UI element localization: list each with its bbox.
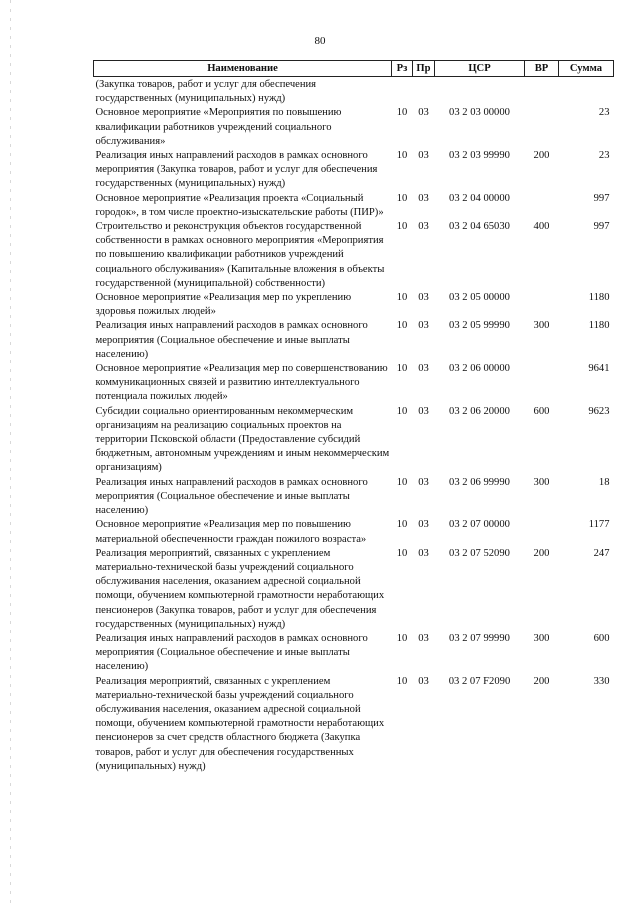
cell-rz: 10 bbox=[396, 320, 408, 332]
cell-vr bbox=[525, 291, 559, 319]
cell-name: Реализация мероприятий, связанных с укреплением материально-технической базы учреждений социального обслуживания населения, оказанием адресной социальной помощи, обучением компьютерной грамотности неработающих пенсионеров за счет средств областного бюджета (Закупка товаров, работ и услуг для обеспечения государственных (муниципальных) нужд) bbox=[95, 675, 385, 772]
cell-pr: 03 bbox=[418, 192, 429, 204]
cell-vr: 300 bbox=[533, 320, 550, 332]
cell-vr bbox=[525, 362, 559, 405]
cell-pr: 03 bbox=[418, 150, 429, 162]
cell-sum: 9641 bbox=[588, 363, 610, 375]
cell-rz: 10 bbox=[396, 363, 408, 375]
cell-csr: 03 2 07 00000 bbox=[449, 519, 510, 531]
cell-name: Реализация иных направлений расходов в рамках основного мероприятия (Социальное обеспечение и иные выплаты населению) bbox=[95, 476, 368, 517]
cell-csr: 03 2 06 99990 bbox=[449, 476, 510, 488]
cell-pr: 03 bbox=[418, 107, 429, 119]
table-row bbox=[94, 405, 614, 476]
cell-sum: 997 bbox=[593, 221, 610, 233]
cell-sum bbox=[559, 77, 614, 107]
cell-pr: 03 bbox=[418, 675, 429, 687]
cell-pr: 03 bbox=[418, 632, 429, 644]
cell-csr: 03 2 03 00000 bbox=[449, 107, 510, 119]
header-pr: Пр bbox=[413, 61, 435, 77]
cell-rz: 10 bbox=[396, 192, 408, 204]
cell-pr: 03 bbox=[418, 221, 429, 233]
cell-csr: 03 2 04 65030 bbox=[449, 221, 510, 233]
header-csr: ЦСР bbox=[435, 61, 525, 77]
cell-csr: 03 2 07 99990 bbox=[449, 632, 510, 644]
table-row bbox=[94, 319, 614, 362]
cell-rz: 10 bbox=[396, 632, 408, 644]
cell-name: Реализация иных направлений расходов в рамках основного мероприятия (Закупка товаров, работ и услуг для обеспечения государственных (муниципальных) нужд) bbox=[95, 150, 378, 190]
cell-name: Субсидии социально ориентированным некоммерческим организациям на реализацию социальных проектов на территории Псковской области (Предоставление субсидий бюджетным, автономным учреждениям и иным некоммерческим организациям) bbox=[95, 405, 390, 474]
cell-sum: 18 bbox=[598, 476, 610, 488]
header-vr: ВР bbox=[525, 61, 559, 77]
cell-vr: 300 bbox=[533, 476, 550, 488]
cell-sum: 997 bbox=[593, 192, 610, 204]
cell-csr: 03 2 07 F2090 bbox=[448, 675, 511, 687]
cell-csr: 03 2 04 00000 bbox=[449, 192, 510, 204]
table-row bbox=[94, 192, 614, 220]
cell-csr: 03 2 06 20000 bbox=[449, 405, 510, 417]
cell-rz: 10 bbox=[396, 476, 408, 488]
header-sum: Сумма bbox=[559, 61, 614, 77]
table-row bbox=[94, 149, 614, 192]
cell-vr: 300 bbox=[533, 632, 550, 644]
cell-name: Основное мероприятие «Мероприятия по повышению квалификации работников учреждений социального обслуживания» bbox=[95, 107, 342, 147]
cell-sum: 23 bbox=[598, 107, 610, 119]
cell-csr bbox=[435, 77, 525, 107]
cell-pr: 03 bbox=[418, 320, 429, 332]
table-row bbox=[94, 291, 614, 319]
table-body bbox=[94, 77, 614, 774]
cell-pr: 03 bbox=[418, 519, 429, 531]
cell-csr: 03 2 03 99990 bbox=[449, 150, 510, 162]
cell-name: Основное мероприятие «Реализация проекта «Социальный городок», в том числе проектно-изыскательские работы (ПИР)» bbox=[95, 192, 384, 218]
cell-rz: 10 bbox=[396, 221, 408, 233]
table-header-row bbox=[94, 61, 614, 77]
table-row bbox=[94, 547, 614, 632]
header-rz: Рз bbox=[392, 61, 413, 77]
cell-csr: 03 2 05 99990 bbox=[449, 320, 510, 332]
cell-rz: 10 bbox=[396, 547, 408, 559]
table-row bbox=[94, 220, 614, 291]
cell-sum: 1180 bbox=[588, 320, 610, 332]
cell-vr: 200 bbox=[533, 547, 550, 559]
cell-rz: 10 bbox=[396, 675, 408, 687]
page-number: 80 bbox=[314, 35, 326, 47]
cell-vr bbox=[525, 192, 559, 220]
cell-rz: 10 bbox=[396, 519, 408, 531]
cell-vr: 200 bbox=[533, 675, 550, 687]
table-row bbox=[94, 518, 614, 546]
cell-sum: 23 bbox=[598, 150, 610, 162]
cell-vr bbox=[525, 106, 559, 149]
cell-pr: 03 bbox=[418, 547, 429, 559]
budget-table bbox=[93, 60, 614, 774]
cell-vr: 200 bbox=[533, 150, 550, 162]
table-row bbox=[94, 675, 614, 774]
table-row bbox=[94, 476, 614, 519]
cell-sum: 600 bbox=[593, 632, 610, 644]
cell-pr: 03 bbox=[418, 476, 429, 488]
table-row bbox=[94, 632, 614, 675]
cell-csr: 03 2 06 00000 bbox=[449, 363, 510, 375]
cell-sum: 247 bbox=[593, 547, 610, 559]
cell-pr: 03 bbox=[418, 292, 429, 304]
cell-pr: 03 bbox=[418, 405, 429, 417]
cell-vr: 400 bbox=[533, 221, 550, 233]
cell-name: Реализация иных направлений расходов в рамках основного мероприятия (Социальное обеспечение и иные выплаты населению) bbox=[95, 632, 368, 673]
cell-sum: 9623 bbox=[588, 405, 610, 417]
table-row bbox=[94, 106, 614, 149]
table-row bbox=[94, 362, 614, 405]
cell-rz: 10 bbox=[396, 107, 408, 119]
cell-vr bbox=[525, 518, 559, 546]
cell-name: Основное мероприятие «Реализация мер по повышению материальной обеспеченности граждан пожилого возраста» bbox=[95, 519, 367, 545]
cell-rz: 10 bbox=[396, 150, 408, 162]
cell-pr: 03 bbox=[418, 363, 429, 375]
cell-csr: 03 2 05 00000 bbox=[449, 292, 510, 304]
header-name: Наименование bbox=[94, 61, 392, 77]
cell-rz: 10 bbox=[396, 292, 408, 304]
table-row bbox=[94, 77, 614, 107]
cell-sum: 1180 bbox=[588, 292, 610, 304]
cell-pr bbox=[413, 77, 435, 107]
cell-vr: 600 bbox=[533, 405, 550, 417]
cell-rz: 10 bbox=[396, 405, 408, 417]
cell-vr bbox=[525, 77, 559, 107]
cell-sum: 330 bbox=[593, 675, 610, 687]
cell-name: Реализация иных направлений расходов в рамках основного мероприятия (Социальное обеспечение и иные выплаты населению) bbox=[95, 320, 368, 360]
cell-name: Основное мероприятие «Реализация мер по совершенствованию коммуникационных связей и развитию интеллектуального потенциала пожилых людей» bbox=[95, 363, 388, 403]
cell-name: Реализация мероприятий, связанных с укреплением материально-технической базы учреждений социального обслуживания населения, оказанием адресной социальной помощи, обучением компьютерной грамотности неработающих пенсионеров (Закупка товаров, работ и услуг для обеспечения государственных (муниципальных) нужд) bbox=[95, 547, 385, 630]
cell-name: (Закупка товаров, работ и услуг для обеспечения государственных (муниципальных) нужд) bbox=[95, 79, 317, 105]
cell-csr: 03 2 07 52090 bbox=[449, 547, 510, 559]
cell-name: Основное мероприятие «Реализация мер по укреплению здоровья пожилых людей» bbox=[95, 292, 352, 318]
cell-name: Строительство и реконструкция объектов государственной собственности в рамках основного мероприятия «Мероприятия по повышению квалификации работников учреждений социального обслуживания» (Капитальные вложения в объекты государственной (муниципальной) собственности) bbox=[95, 221, 385, 289]
cell-sum: 1177 bbox=[588, 519, 610, 531]
cell-rz bbox=[392, 77, 413, 107]
scan-edge-marks bbox=[10, 0, 11, 905]
